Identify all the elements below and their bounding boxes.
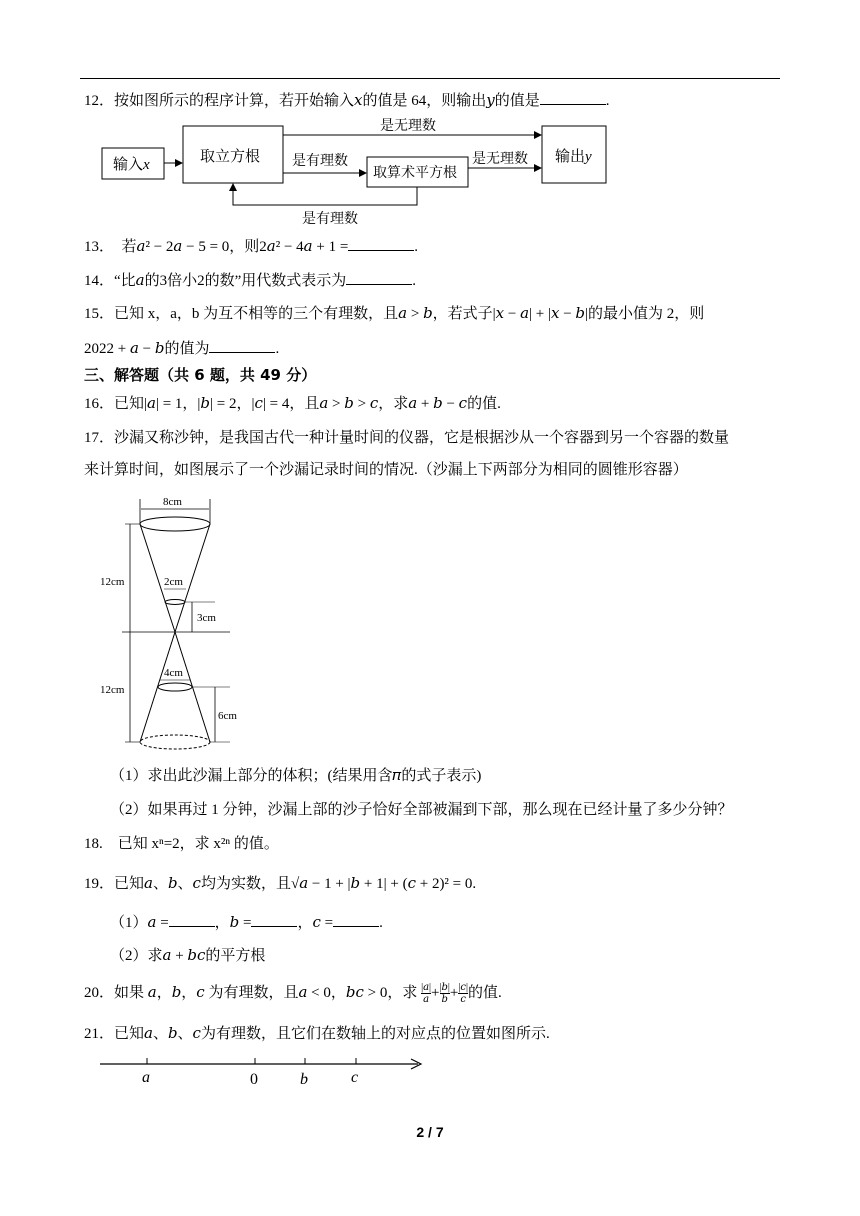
svg-text:是无理数: 是无理数 xyxy=(380,119,436,134)
svg-text:12cm: 12cm xyxy=(100,576,125,588)
answer-blank-19c[interactable] xyxy=(333,912,379,927)
svg-text:2cm: 2cm xyxy=(164,576,183,588)
svg-text:0: 0 xyxy=(250,1071,258,1088)
question-21: 21．已知𝑎、𝑏、𝑐为有理数，且它们在数轴上的对应点的位置如图所示. xyxy=(84,1026,550,1042)
question-17-sub1: （1）求出此沙漏上部分的体积；(结果用含𝜋的式子表示) xyxy=(110,768,482,784)
svg-text:取算术平方根: 取算术平方根 xyxy=(373,166,457,181)
flowchart xyxy=(95,115,615,230)
question-13: 13． 若𝑎² − 2𝑎 − 5 = 0，则2𝑎² − 4𝑎 + 1 = . xyxy=(84,236,418,257)
answer-blank-12[interactable] xyxy=(540,90,606,105)
answer-blank-14[interactable] xyxy=(346,270,412,285)
question-20: 20．如果 𝑎，𝑏，𝑐 为有理数，且𝑎 < 0，𝑏𝑐 > 0，求 $\frac{\text{|𝑎|}}{\text{𝑎}}$ + $\frac{\text{|𝑏|}}{\text{𝑏}}$ + $\frac{\text{|𝑐|}}{\text{𝑐}}$ 的值. xyxy=(84,982,502,1005)
answer-blank-19b[interactable] xyxy=(251,912,297,927)
svg-text:是无理数: 是无理数 xyxy=(472,152,528,167)
question-17-sub2: （2）如果再过 1 分钟，沙漏上部的沙子恰好全部被漏到下部，那么现在已经计量了多少分钟？ xyxy=(110,802,733,818)
question-19-sub1: （1）𝑎 = ，𝑏 = ，𝑐 = . xyxy=(110,912,383,933)
section-title: 三、解答题（共 6 题，共 49 分） xyxy=(84,366,317,384)
svg-text:a: a xyxy=(142,1069,150,1086)
question-15-cont: 2022 + 𝑎 − 𝑏的值为 . xyxy=(84,338,279,359)
svg-text:c: c xyxy=(351,1069,359,1086)
question-19-sub2: （2）求𝑎 + 𝑏𝑐的平方根 xyxy=(110,948,266,964)
svg-text:b: b xyxy=(300,1071,308,1088)
answer-blank-13[interactable] xyxy=(348,236,414,251)
question-18: 18. 已知 xⁿ=2，求 x²ⁿ 的值。 xyxy=(84,836,279,852)
answer-blank-15[interactable] xyxy=(209,338,275,353)
answer-blank-19a[interactable] xyxy=(169,912,215,927)
svg-text:是有理数: 是有理数 xyxy=(302,212,358,227)
question-14: 14．“比𝑎的3倍小2的数”用代数式表示为 . xyxy=(84,270,416,291)
fraction-b: $\frac{\text{|𝑏|}}{\text{𝑏}}$ xyxy=(439,982,450,1005)
question-19: 19．已知𝑎、𝑏、𝑐均为实数，且√𝑎 − 1 + |𝑏 + 1| + (𝑐 + 2)² = 0. xyxy=(84,876,477,892)
number-line xyxy=(95,1052,435,1092)
svg-text:4cm: 4cm xyxy=(164,667,183,679)
question-16: 16．已知|𝑎| = 1，|𝑏| = 2，|𝑐| = 4，且𝑎 > 𝑏 > 𝑐，求𝑎 + 𝑏 − 𝑐的值. xyxy=(84,396,501,412)
fraction-a: $\frac{\text{|𝑎|}}{\text{𝑎}}$ xyxy=(421,982,432,1005)
fraction-c: $\frac{\text{|𝑐|}}{\text{𝑐}}$ xyxy=(458,982,468,1005)
svg-text:输出y: 输出y xyxy=(555,149,592,165)
header-rule xyxy=(80,78,780,79)
svg-text:输入x: 输入x xyxy=(113,157,150,173)
question-17: 17．沙漏又称沙钟，是我国古代一种计量时间的仪器，它是根据沙从一个容器到另一个容器的数量 xyxy=(84,430,730,446)
question-17-cont: 来计算时间，如图展示了一个沙漏记录时间的情况.（沙漏上下两部分为相同的圆锥形容器） xyxy=(84,462,688,478)
svg-text:3cm: 3cm xyxy=(197,612,216,624)
svg-text:是有理数: 是有理数 xyxy=(292,154,348,169)
question-12: 12．按如图所示的程序计算，若开始输入x的值是 64，则输出y的值是 . xyxy=(84,91,610,109)
hourglass-figure xyxy=(100,490,260,750)
svg-text:8cm: 8cm xyxy=(163,496,182,508)
question-15: 15．已知 x，a，b 为互不相等的三个有理数，且𝑎 > 𝑏，若式子|𝑥 − 𝑎| + |𝑥 − 𝑏|的最小值为 2，则 xyxy=(84,306,705,322)
svg-text:12cm: 12cm xyxy=(100,684,125,696)
svg-text:取立方根: 取立方根 xyxy=(200,149,261,165)
svg-text:6cm: 6cm xyxy=(218,710,237,722)
page-number: 2 / 7 xyxy=(416,1124,444,1140)
